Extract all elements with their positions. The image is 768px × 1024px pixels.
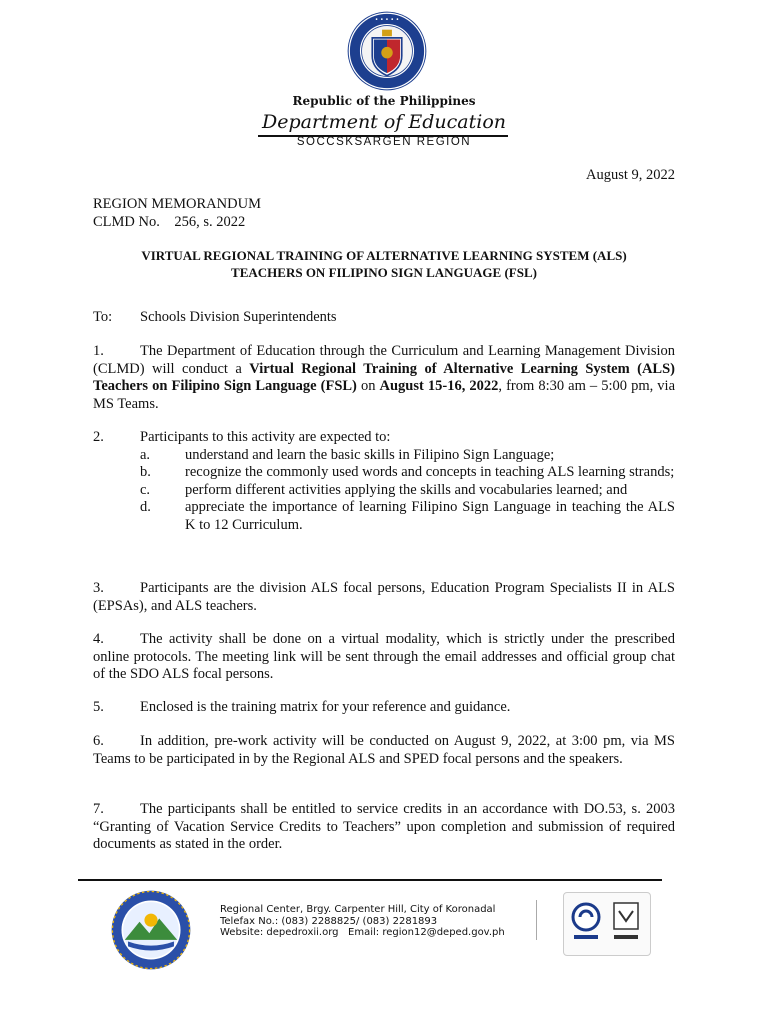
paragraph-3 (93, 580, 675, 615)
memo-type: REGION MEMORANDUM (93, 196, 261, 212)
footer-web-email: Website: depedroxii.org Email: region12@deped.gov.ph (220, 927, 505, 938)
paragraph-text: The participants shall be entitled to service credits in an accordance with DO.53, s. 2003 “Granting of Vacation Service Credits to Teachers” upon completion and submission of required documents as stated in the order. (93, 801, 675, 852)
paragraph-number: 3. (93, 580, 104, 596)
memo-date: August 9, 2022 (585, 167, 675, 183)
paragraph-1 (93, 343, 675, 413)
regional-office-logo-icon (110, 889, 192, 971)
list-item: d. appreciate the importance of learning Filipino Sign Language in teaching the ALS K to 12 Curriculum. (140, 499, 675, 533)
subject-line-1: VIRTUAL REGIONAL TRAINING OF ALTERNATIVE LEARNING SYSTEM (ALS) (141, 248, 627, 263)
footer-address: Regional Center, Brgy. Carpenter Hill, City of Koronadal (220, 904, 496, 915)
training-dates: August 15-16, 2022 (379, 378, 499, 394)
paragraph-text: In addition, pre-work activity will be conducted on August 9, 2022, at 3:00 pm, via MS Teams to be participated in by the Regional ALS and SPED focal persons and the speakers. (93, 733, 675, 767)
paragraph-number: 5. (93, 699, 104, 715)
republic-heading: Republic of the Philippines (292, 94, 476, 108)
region-heading: SOCCSKSARGEN REGION (296, 136, 472, 148)
department-heading: Department of Education (262, 111, 506, 133)
paragraph-number: 6. (93, 733, 104, 749)
paragraph-5 (93, 699, 675, 717)
footer-separator (536, 900, 537, 940)
paragraph-text: Participants are the division ALS focal persons, Education Program Specialists II in ALS (EPSAs), and ALS teachers. (93, 580, 675, 614)
subject-line-2: TEACHERS ON FILIPINO SIGN LANGUAGE (FSL) (231, 265, 537, 280)
paragraph-number: 7. (93, 801, 104, 817)
paragraph-number: 4. (93, 631, 104, 647)
paragraph-6 (93, 733, 675, 768)
paragraph-text: Participants to this activity are expected to: (140, 429, 391, 445)
footer-divider (78, 879, 662, 881)
paragraph-2 (93, 429, 675, 534)
paragraph-text: Enclosed is the training matrix for your reference and guidance. (140, 699, 511, 715)
list-item: c. perform different activities applying the skills and vocabularies learned; and (140, 481, 628, 498)
footer-contact (220, 904, 505, 939)
to-value: Schools Division Superintendents (140, 309, 337, 325)
list-item: b. recognize the commonly used words and concepts in teaching ALS learning strands; (140, 464, 675, 480)
list-item: a. understand and learn the basic skills in Filipino Sign Language; (140, 446, 555, 463)
svg-text:• • • • •: • • • • • (374, 17, 400, 24)
memo-number: CLMD No. 256, s. 2022 (93, 213, 246, 230)
paragraph-text: The Department of Education through the Curriculum and Learning Management Division (CLMD) will conduct a (93, 343, 675, 377)
footer-telefax: Telefax No.: (083) 2288825/ (083) 2281893 (220, 915, 438, 927)
memo-reference (93, 196, 261, 231)
paragraph-text: on (356, 378, 380, 394)
paragraph-text: The activity shall be done on a virtual modality, which is strictly under the prescribed online protocols. The meeting link will be sent through the email addresses and official group chat of the SDO ALS focal persons. (93, 631, 675, 682)
socotec-ukas-certification-icon (563, 892, 651, 956)
paragraph-text: , from 8:30 am – 5:00 pm, via MS Teams. (93, 378, 676, 412)
paragraph-number: 2. (93, 429, 104, 445)
to-label: To: (93, 309, 113, 325)
memo-subject (93, 247, 675, 281)
paragraph-4 (93, 631, 675, 684)
deped-seal-icon (346, 10, 428, 92)
paragraph-7 (93, 801, 675, 854)
paragraph-number: 1. (93, 343, 104, 359)
memo-recipient (93, 309, 337, 327)
training-title: Virtual Regional Training of Alternative Learning System (ALS) Teachers on Filipino Sign Language (FSL) (93, 360, 675, 394)
